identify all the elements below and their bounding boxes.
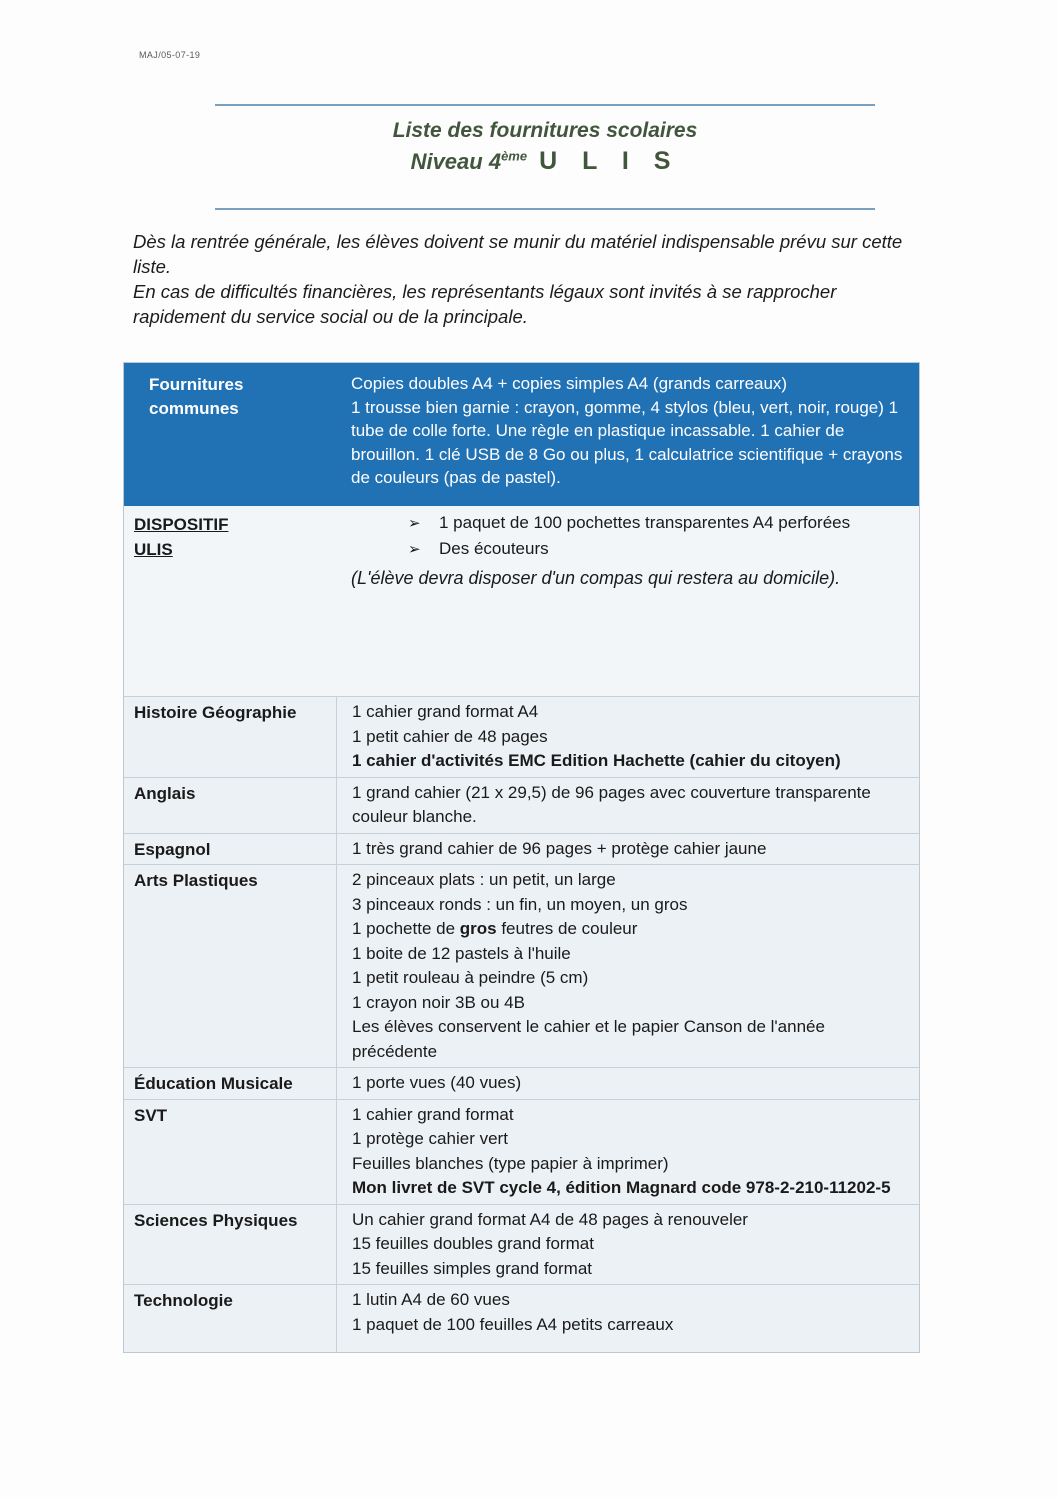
subject-items	[336, 1285, 919, 1352]
item-line: 1 cahier grand format	[352, 1104, 514, 1124]
bullet-text: 1 paquet de 100 pochettes transparentes A4 perforées	[439, 513, 851, 532]
subject-items	[336, 1068, 919, 1099]
ulis-bullets	[351, 511, 905, 562]
arrow-bullet-icon: ➢	[408, 540, 421, 558]
intro-paragraphs	[133, 229, 923, 329]
item-line: 1 porte vues (40 vues)	[352, 1073, 522, 1092]
item-line: 1 très grand cahier de 96 pages + protège cahier jaune	[352, 838, 767, 858]
supplies-table	[123, 362, 920, 1353]
ulis-label-line: DISPOSITIF	[134, 515, 229, 534]
table-row	[124, 696, 919, 777]
bullet-line	[351, 537, 905, 563]
table-row-fournitures-communes	[124, 363, 919, 506]
table-row	[124, 1284, 919, 1352]
table-row	[124, 1067, 919, 1099]
subject-label: Arts Plastiques	[134, 871, 258, 890]
common-supplies-content	[336, 363, 919, 506]
item-line: Un cahier grand format A4 de 48 pages à renouveler	[352, 1209, 748, 1229]
subtitle-niveau: Niveau 4	[410, 149, 502, 174]
item-line: 1 cahier d'activités EMC Edition Hachette (cahier du citoyen)	[352, 751, 841, 770]
subject-items	[336, 697, 919, 777]
table-row	[124, 1204, 919, 1285]
subject-items	[336, 834, 919, 865]
item-line: 1 boite de 12 pastels à l'huile	[352, 943, 571, 963]
table-row-dispositif-ulis	[124, 506, 919, 696]
subject-items	[336, 865, 919, 1067]
page-title: Liste des fournitures scolaires	[392, 119, 698, 142]
item-line: 1 petit cahier de 48 pages	[352, 726, 548, 746]
bullet-text: Des écouteurs	[439, 538, 549, 558]
subject-items	[336, 778, 919, 833]
title-divider-bottom	[215, 208, 875, 210]
subject-label: Sciences Physiques	[134, 1210, 298, 1230]
arrow-bullet-icon: ➢	[408, 515, 421, 532]
page-subtitle	[215, 147, 875, 176]
subject-label: Espagnol	[134, 839, 211, 859]
ulis-label-line: ULIS	[134, 540, 173, 559]
item-line: 1 grand cahier (21 x 29,5) de 96 pages avec couverture transparente couleur blanche.	[352, 782, 871, 826]
item-line: 1 petit rouleau à peindre (5 cm)	[352, 968, 589, 987]
item-line: 1 paquet de 100 feuilles A4 petits carreaux	[352, 1314, 674, 1334]
item-line: 2 pinceaux plats : un petit, un large	[352, 870, 616, 889]
item-line: 1 crayon noir 3B ou 4B	[352, 992, 525, 1012]
subject-rows	[124, 696, 919, 1352]
intro-paragraph-1: Dès la rentrée générale, les élèves doivent se munir du matériel indispensable prévu sur cette liste.	[133, 231, 903, 277]
table-row	[124, 864, 919, 1067]
item-line: 15 feuilles doubles grand format	[352, 1234, 594, 1253]
subject-label: Éducation Musicale	[134, 1074, 293, 1093]
subject-label: Anglais	[134, 783, 196, 803]
ulis-content	[336, 506, 919, 696]
item-line: 1 cahier grand format A4	[352, 702, 539, 721]
item-line: Les élèves conservent le cahier et le papier Canson de l'année précédente	[352, 1017, 825, 1061]
item-line: 1 trousse bien garnie : crayon, gomme, 4 stylos (bleu, vert, noir, rouge) 1 tube de colle forte. Une règle en plastique incassable. 1 cahier de brouillon. 1 clé USB de 8 Go ou plus, 1 calculatrice scientifique + crayons de couleurs (pas de pastel).	[351, 397, 903, 488]
subject-items	[336, 1100, 919, 1204]
item-line: 1 lutin A4 de 60 vues	[352, 1290, 510, 1309]
title-divider-top	[215, 104, 875, 106]
common-supplies-label: Fournitures communes	[149, 375, 244, 418]
item-line: 1 protège cahier vert	[352, 1129, 508, 1148]
ulis-note: (L'élève devra disposer d'un compas qui restera au domicile).	[351, 568, 841, 588]
bullet-line	[351, 511, 905, 537]
item-line: 1 pochette de gros feutres de couleur	[352, 919, 638, 938]
intro-paragraph-2: En cas de difficultés financières, les représentants légaux sont invités à se rapprocher rapidement du service social ou de la principale.	[133, 281, 837, 327]
subject-label: Histoire Géographie	[134, 703, 297, 722]
subject-label: SVT	[134, 1105, 168, 1125]
subject-items	[336, 1205, 919, 1285]
item-line: Mon livret de SVT cycle 4, édition Magnard code 978-2-210-11202-5	[352, 1178, 891, 1197]
table-row	[124, 1099, 919, 1204]
subject-label: Technologie	[134, 1291, 233, 1310]
item-line: 15 feuilles simples grand format	[352, 1258, 593, 1278]
ulis-label	[124, 506, 336, 696]
subtitle-ordinal: ème	[501, 148, 528, 164]
item-line: 3 pinceaux ronds : un fin, un moyen, un gros	[352, 894, 688, 914]
table-row	[124, 833, 919, 865]
subtitle-ulis: U L I S	[539, 147, 680, 175]
title-block	[215, 119, 875, 176]
item-line: Feuilles blanches (type papier à imprimer)	[352, 1153, 669, 1173]
item-line: Copies doubles A4 + copies simples A4 (grands carreaux)	[351, 374, 788, 393]
table-row	[124, 777, 919, 833]
doc-ref: MAJ/05-07-19	[139, 50, 201, 60]
